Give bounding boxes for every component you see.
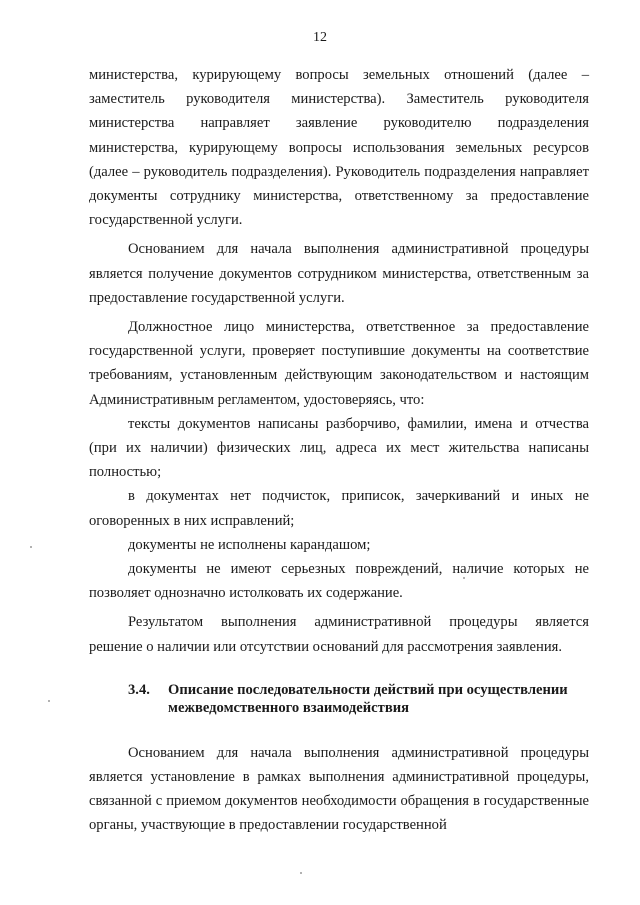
scan-speck <box>48 700 50 702</box>
paragraph-continuation: министерства, курирующему вопросы земельных отношений (далее – заместитель руководителя министерства). Заместитель руководителя министерства направляет заявление руководителю подразделения министерства, курирующему вопросы использования земельных ресурсов (далее – руководитель подразделения). Руководитель подразделения направляет документы сотруднику министерства, ответственному за предоставление государственной услуги. <box>89 67 589 229</box>
scan-speck <box>463 577 465 579</box>
scan-speck <box>300 872 302 874</box>
section-title: Описание последовательности действий при осуществлении межведомственного взаимодействия <box>168 681 568 716</box>
scan-speck <box>30 546 32 548</box>
paragraph-official-check: Должностное лицо министерства, ответственное за предоставление государственной услуги, проверяет поступившие документы на соответствие требованиям, установленным действующим законодательством и настоящим Административным регламентом, удостоверяясь, что: <box>89 319 589 408</box>
paragraph-procedure-basis: Основанием для начала выполнения административной процедуры является получение документов сотрудником министерства, ответственным за предоставление государственной услуги. <box>89 241 589 306</box>
paragraph-no-erasures: в документах нет подчисток, приписок, зачеркиваний и иных не оговоренных в них исправлений; <box>89 488 589 529</box>
paragraph-no-pencil: документы не исполнены карандашом; <box>128 536 371 553</box>
paragraph-interaction-basis: Основанием для начала выполнения административной процедуры является установление в рамках выполнения административной процедуры, связанной с приемом документов необходимости обращения в государственные органы, участвующие в предоставлении государственной <box>89 744 589 834</box>
paragraph-no-damage: документы не имеют серьезных повреждений, наличие которых не позволяет однозначно истолковать их содержание. <box>89 561 589 602</box>
paragraph-legible-texts: тексты документов написаны разборчиво, фамилии, имена и отчества (при их наличии) физических лиц, адреса их мест жительства написаны полностью; <box>89 415 589 481</box>
section-heading <box>89 681 589 717</box>
document-body <box>89 63 589 843</box>
paragraph-procedure-result: Результатом выполнения административной процедуры является решение о наличии или отсутствии оснований для рассмотрения заявления. <box>89 614 589 655</box>
section-number: 3.4. <box>128 681 150 698</box>
page-number: 12 <box>313 30 327 45</box>
